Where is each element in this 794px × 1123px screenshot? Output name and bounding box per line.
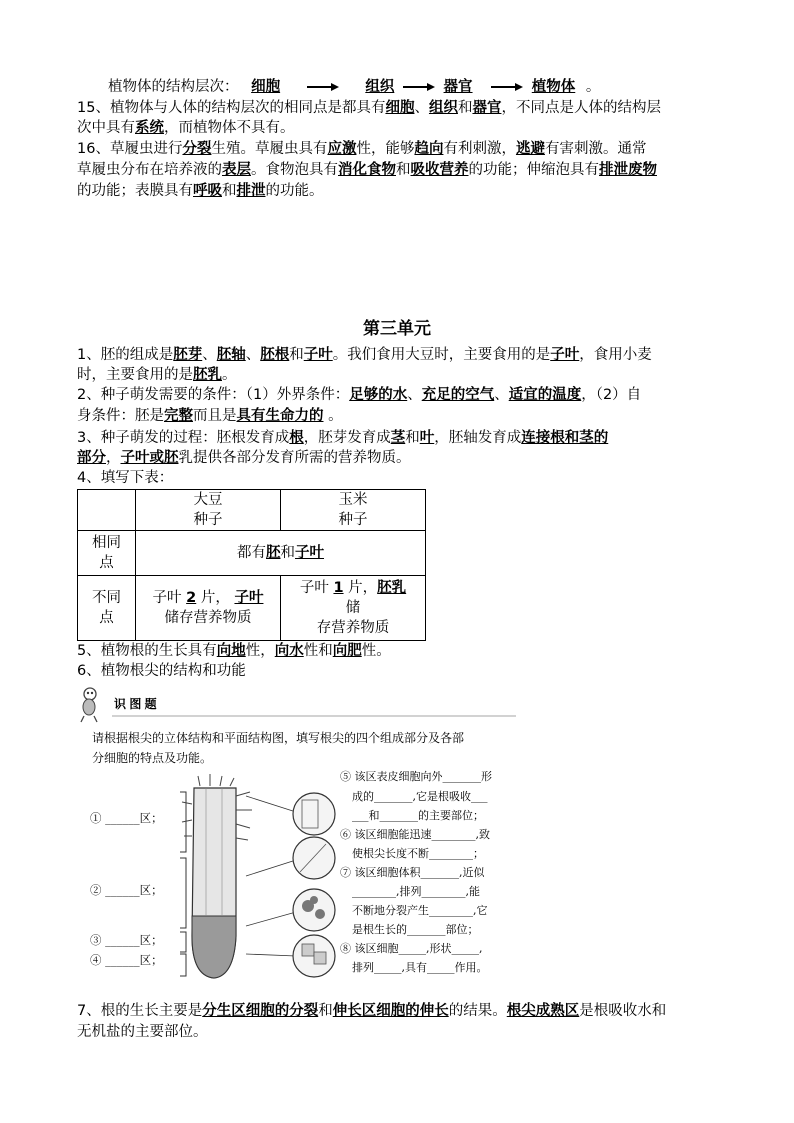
answer: 连接根和茎的 xyxy=(521,430,609,446)
zone-desc: ⑦ 该区细胞体积_______,近似 xyxy=(340,866,485,879)
item-16-line-3 xyxy=(77,181,324,201)
zone-desc: ___和_______的主要部位； xyxy=(352,809,484,822)
table-cell xyxy=(78,490,136,531)
text: 有害刺激。通常 xyxy=(544,141,647,157)
zone-desc: 成的_______,它是根吸收___ xyxy=(352,790,488,803)
q1-line-1 xyxy=(77,345,652,365)
text: ， xyxy=(106,450,121,466)
answer: 逃避 xyxy=(515,141,545,157)
text: 草履虫分布在培养液的 xyxy=(77,162,222,178)
answer: 2 xyxy=(186,590,197,606)
text: 片， xyxy=(348,580,378,596)
text: 生殖。草履虫具有 xyxy=(211,141,328,157)
arrow-icon xyxy=(403,83,435,91)
zone-desc: ⑥ 该区细胞能迅速________,致 xyxy=(340,828,490,841)
q3-line-2 xyxy=(77,448,411,468)
zone-label: ① ______区； xyxy=(90,811,163,825)
text: 种子 xyxy=(193,512,223,528)
answer: 系统 xyxy=(135,120,164,136)
answer: 子叶 xyxy=(303,347,333,363)
text: 3、种子萌发的过程：胚根发育成 xyxy=(77,430,290,446)
answer: 子叶 xyxy=(550,347,580,363)
text: 次中具有 xyxy=(77,120,135,136)
root-tip-illustration xyxy=(182,774,335,978)
answer: 充足的空气 xyxy=(421,387,495,403)
text: 玉米 xyxy=(338,492,368,508)
text: 7、根的生长主要是 xyxy=(77,1003,203,1019)
arrow-icon xyxy=(491,83,523,91)
answer: 子叶 xyxy=(295,545,324,561)
table-cell xyxy=(136,490,281,531)
table-row xyxy=(78,576,426,641)
q6-heading: 6、植物根尖的结构和功能 xyxy=(77,663,246,679)
q7-line-1 xyxy=(77,1001,666,1021)
answer: 器官 xyxy=(472,100,502,116)
answer: 器官 xyxy=(443,79,473,95)
text: 1、胚的组成是 xyxy=(77,347,174,363)
answer: 根 xyxy=(289,430,304,446)
mascot-icon xyxy=(81,688,97,722)
answer: 胚 xyxy=(266,545,281,561)
text: 的功能；表膜具有 xyxy=(77,183,193,199)
answer: 1 xyxy=(333,580,344,596)
zone-label: ② ______区； xyxy=(90,883,163,897)
text: 而且是 xyxy=(193,408,237,424)
answer: 分生区细胞的分裂 xyxy=(202,1003,319,1019)
text: 。 xyxy=(222,367,237,383)
text: ，不同点是人体的结构层 xyxy=(501,100,661,116)
text: 性。 xyxy=(361,643,391,659)
text: 15、植物体与人体的结构层次的相同点是都具有 xyxy=(77,100,386,116)
item-16-line-2 xyxy=(77,160,657,180)
zone-desc: ⑧ 该区细胞_____,形状_____, xyxy=(340,942,483,955)
text: 、 xyxy=(494,387,509,403)
table-row xyxy=(78,490,426,531)
text: 、 xyxy=(202,347,217,363)
text: 。食物泡具有 xyxy=(251,162,338,178)
answer: 具有生命力的 xyxy=(236,408,324,424)
text: 子叶 xyxy=(152,590,182,606)
text: 身条件：胚是 xyxy=(77,408,164,424)
text: 是根吸收水和 xyxy=(579,1003,667,1019)
zone-desc: ⑤ 该区表皮细胞向外_______形 xyxy=(340,770,492,783)
answer: 组织 xyxy=(365,79,395,95)
text: 性和 xyxy=(303,643,333,659)
text: 。 xyxy=(323,408,343,424)
text: 有利刺激， xyxy=(443,141,516,157)
figure-desc: 请根据根尖的立体结构和平面结构图，填写根尖的四个组成部分及各部 xyxy=(92,731,465,745)
text: 都有 xyxy=(237,545,266,561)
item-15-line-2 xyxy=(77,118,295,138)
text: ，胚轴发育成 xyxy=(434,430,522,446)
text: ，胚芽发育成 xyxy=(303,430,391,446)
structure-levels-line xyxy=(108,77,600,97)
seed-comparison-table xyxy=(77,489,426,641)
answer: 子叶 xyxy=(234,590,264,606)
text: 和 xyxy=(318,1003,333,1019)
answer: 适宜的温度 xyxy=(508,387,582,403)
q4-heading: 4、填写下表： xyxy=(77,470,174,486)
text: 大豆 xyxy=(193,492,223,508)
answer: 叶 xyxy=(419,430,435,446)
table-cell xyxy=(281,490,426,531)
text: 不同 xyxy=(92,590,121,606)
answer: 部分 xyxy=(77,450,106,466)
item-15-line-1 xyxy=(77,98,661,118)
text: 和 xyxy=(222,183,237,199)
answer: 细胞 xyxy=(251,79,281,95)
answer: 完整 xyxy=(164,408,193,424)
answer: 植物体 xyxy=(531,79,576,95)
text: 点 xyxy=(99,555,114,571)
table-cell xyxy=(136,531,426,576)
figure-desc: 分细胞的特点及功能。 xyxy=(92,751,213,765)
text: ，而植物体不具有。 xyxy=(164,120,295,136)
answer: 排泄废物 xyxy=(599,162,657,178)
answer: 茎 xyxy=(390,430,406,446)
text: 的结果。 xyxy=(448,1003,507,1019)
table-row xyxy=(78,531,426,576)
text: 的功能。 xyxy=(265,183,324,199)
root-tip-diagram xyxy=(76,686,526,986)
bracket xyxy=(180,932,186,952)
answer: 向水 xyxy=(274,643,304,659)
text: 和 xyxy=(396,162,411,178)
text: 的功能；伸缩泡具有 xyxy=(468,162,599,178)
text: 点 xyxy=(99,610,114,626)
text: 存营养物质 xyxy=(316,620,390,636)
answer: 胚乳 xyxy=(377,580,407,596)
answer: 根尖成熟区 xyxy=(506,1003,580,1019)
text: 相同 xyxy=(92,535,121,551)
answer: 呼吸 xyxy=(193,183,222,199)
text: 和 xyxy=(289,347,304,363)
answer: 胚根 xyxy=(260,347,290,363)
text: 5、植物根的生长具有 xyxy=(77,643,217,659)
answer: 胚乳 xyxy=(193,367,222,383)
text: 和 xyxy=(405,430,420,446)
q1-line-2 xyxy=(77,365,237,385)
text: 储 xyxy=(345,600,361,616)
answer: 胚芽 xyxy=(173,347,203,363)
zone-desc: 排列_____,具有_____作用。 xyxy=(352,961,488,974)
text: 和 xyxy=(457,100,473,116)
answer: 胚轴 xyxy=(216,347,246,363)
q2-line-2 xyxy=(77,406,343,426)
answer: 排泄 xyxy=(236,183,266,199)
text: 性，能够 xyxy=(356,141,415,157)
table-cell xyxy=(78,531,136,576)
answer: 子叶或胚 xyxy=(120,450,179,466)
zone-desc: 不断地分裂产生________,它 xyxy=(352,904,488,917)
text: 片， xyxy=(200,590,230,606)
text: 2、种子萌发需要的条件：（1）外界条件： xyxy=(77,387,350,403)
zone-label: ③ ______区； xyxy=(90,933,163,947)
text: 16、草履虫进行 xyxy=(77,141,183,157)
text: 性， xyxy=(245,643,275,659)
text: 子叶 xyxy=(299,580,329,596)
figure-heading: 识 图 题 xyxy=(114,697,157,711)
zone-desc: 使根尖长度不断________； xyxy=(352,847,484,860)
answer: 足够的水 xyxy=(349,387,408,403)
text: 。 xyxy=(585,79,601,95)
answer: 伸长区细胞的伸长 xyxy=(332,1003,449,1019)
answer: 向地 xyxy=(216,643,246,659)
root-tip-figure xyxy=(76,686,526,986)
text: 、 xyxy=(245,347,261,363)
answer: 向肥 xyxy=(332,643,362,659)
text: 时，主要食用的是 xyxy=(77,367,193,383)
answer: 应激 xyxy=(327,141,357,157)
q2-line-1 xyxy=(77,385,641,405)
item-16-line-1 xyxy=(77,139,646,159)
text: 乳提供各部分发育所需的营养物质。 xyxy=(178,450,411,466)
answer: 吸收营养 xyxy=(410,162,469,178)
text: 。我们食用大豆时，主要食用的是 xyxy=(332,347,551,363)
text: 、 xyxy=(414,100,429,116)
table-cell xyxy=(281,576,426,641)
table-cell xyxy=(78,576,136,641)
arrow-icon xyxy=(307,83,339,91)
zone-desc: 是根生长的_______部位； xyxy=(352,923,479,936)
text: 植物体的结构层次： xyxy=(108,79,239,95)
zone-desc: ________,排列________,能 xyxy=(352,885,480,898)
q5-line xyxy=(77,641,391,661)
unit-title: 第三单元 xyxy=(363,319,431,339)
answer: 分裂 xyxy=(182,141,212,157)
zone-label: ④ ______区； xyxy=(90,953,163,967)
q3-line-1 xyxy=(77,428,608,448)
table-cell xyxy=(136,576,281,641)
bracket xyxy=(180,858,186,928)
text: 、 xyxy=(407,387,422,403)
bracket xyxy=(180,954,186,976)
answer: 细胞 xyxy=(385,100,415,116)
text: 和 xyxy=(280,545,295,561)
answer: 表层 xyxy=(222,162,251,178)
text: 种子 xyxy=(338,512,368,528)
q7-line-2: 无机盐的主要部位。 xyxy=(77,1024,208,1040)
answer: 组织 xyxy=(428,100,458,116)
answer: 趋向 xyxy=(414,141,444,157)
text: 储存营养物质 xyxy=(164,610,252,626)
text: ，食用小麦 xyxy=(579,347,652,363)
answer: 消化食物 xyxy=(338,162,396,178)
text: ，（2）自 xyxy=(581,387,642,403)
